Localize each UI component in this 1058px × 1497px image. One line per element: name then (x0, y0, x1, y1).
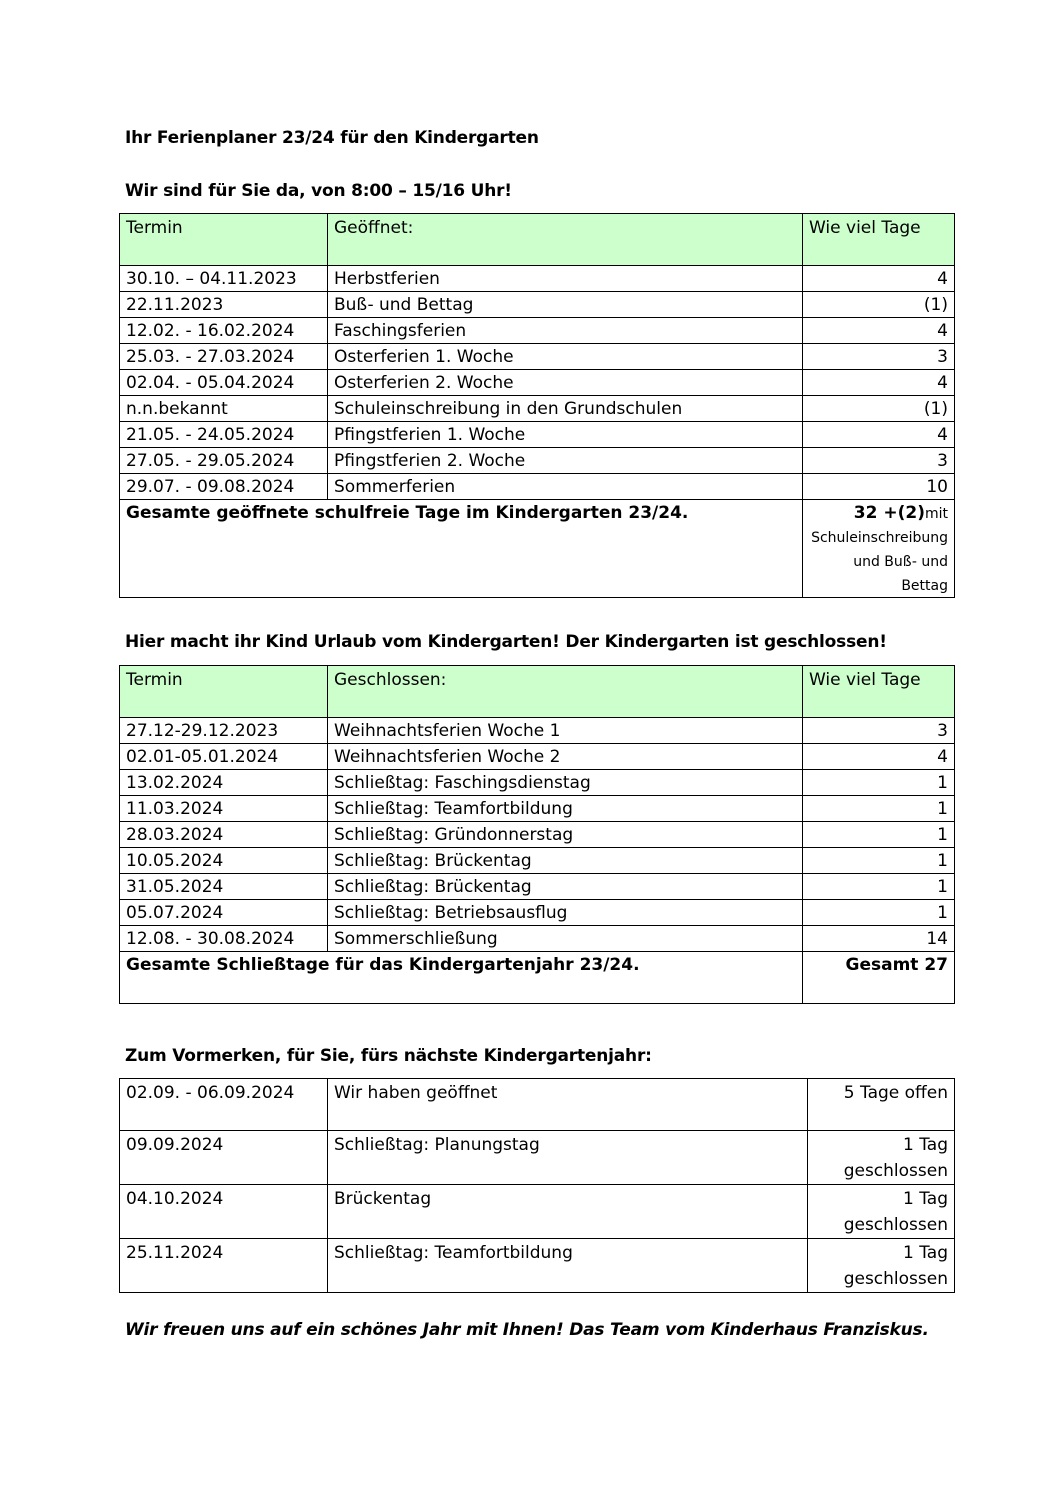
label-cell: Schließtag: Betriebsausflug (328, 900, 803, 926)
tage-cell: 1 (803, 848, 955, 874)
table-row (120, 266, 955, 292)
tage-cell: 3 (803, 718, 955, 744)
label-cell: Buß- und Bettag (328, 292, 803, 318)
tage-cell: 3 (803, 448, 955, 474)
termin-cell: 27.05. - 29.05.2024 (120, 448, 328, 474)
tage-cell: 14 (803, 926, 955, 952)
tage-cell: 4 (803, 744, 955, 770)
tage-cell: 1 (803, 822, 955, 848)
label-cell: Weihnachtsferien Woche 2 (328, 744, 803, 770)
label-cell: Pfingstferien 1. Woche (328, 422, 803, 448)
total-value: Gesamt 27 (803, 952, 955, 1004)
tage-cell: (1) (803, 292, 955, 318)
header-termin: Termin (120, 214, 328, 266)
table-row (120, 926, 955, 952)
termin-cell: 22.11.2023 (120, 292, 328, 318)
termin-cell: 02.04. - 05.04.2024 (120, 370, 328, 396)
table-row (120, 1239, 955, 1293)
termin-cell: 27.12-29.12.2023 (120, 718, 328, 744)
header-tage: Wie viel Tage (803, 666, 955, 718)
table-row (120, 1131, 955, 1185)
label-cell: Sommerferien (328, 474, 803, 500)
label-cell: Schließtag: Teamfortbildung (328, 796, 803, 822)
open-days-table (119, 213, 955, 598)
termin-cell: 25.11.2024 (120, 1239, 328, 1293)
tage-cell: 4 (803, 318, 955, 344)
label-cell: Sommerschließung (328, 926, 803, 952)
table-row (120, 900, 955, 926)
header-geoeffnet: Geöffnet: (328, 214, 803, 266)
table-row (120, 318, 955, 344)
termin-cell: 12.08. - 30.08.2024 (120, 926, 328, 952)
table-row (120, 770, 955, 796)
label-cell: Herbstferien (328, 266, 803, 292)
tage-cell: 5 Tage offen (808, 1079, 955, 1131)
tage-cell: 4 (803, 266, 955, 292)
total-value: 32 +(2) (853, 503, 925, 523)
table-row (120, 422, 955, 448)
termin-cell: 21.05. - 24.05.2024 (120, 422, 328, 448)
tage-cell: 1 (803, 770, 955, 796)
termin-cell: 11.03.2024 (120, 796, 328, 822)
future-dates-table (119, 1078, 955, 1293)
termin-cell: 31.05.2024 (120, 874, 328, 900)
termin-cell: n.n.bekannt (120, 396, 328, 422)
label-cell: Pfingstferien 2. Woche (328, 448, 803, 474)
closed-days-table (119, 665, 955, 1004)
label-cell: Wir haben geöffnet (328, 1079, 808, 1131)
table-row (120, 448, 955, 474)
table-row (120, 370, 955, 396)
tage-cell: 4 (803, 370, 955, 396)
table-row (120, 396, 955, 422)
header-geschlossen: Geschlossen: (328, 666, 803, 718)
tage-cell: 4 (803, 422, 955, 448)
table-row (120, 718, 955, 744)
table-row (120, 292, 955, 318)
table-header-row (120, 666, 955, 718)
termin-cell: 02.09. - 06.09.2024 (120, 1079, 328, 1131)
termin-cell: 28.03.2024 (120, 822, 328, 848)
total-label: Gesamte Schließtage für das Kindergartenjahr 23/24. (120, 952, 803, 1004)
tage-cell: 1 (803, 796, 955, 822)
tage-cell: 1 Tag geschlossen (808, 1185, 955, 1239)
termin-cell: 29.07. - 09.08.2024 (120, 474, 328, 500)
label-cell: Faschingsferien (328, 318, 803, 344)
termin-cell: 02.01-05.01.2024 (120, 744, 328, 770)
total-value-cell (803, 500, 955, 598)
termin-cell: 30.10. – 04.11.2023 (120, 266, 328, 292)
closed-heading: Hier macht ihr Kind Urlaub vom Kindergarten! Der Kindergarten ist geschlossen! (125, 632, 887, 652)
table-row (120, 822, 955, 848)
total-label: Gesamte geöffnete schulfreie Tage im Kindergarten 23/24. (120, 500, 803, 598)
closing-message: Wir freuen uns auf ein schönes Jahr mit Ihnen! Das Team vom Kinderhaus Franziskus. (125, 1320, 929, 1340)
table-row (120, 474, 955, 500)
table-header-row (120, 214, 955, 266)
termin-cell: 04.10.2024 (120, 1185, 328, 1239)
label-cell: Osterferien 1. Woche (328, 344, 803, 370)
tage-cell: 1 Tag geschlossen (808, 1131, 955, 1185)
table-row (120, 874, 955, 900)
termin-cell: 12.02. - 16.02.2024 (120, 318, 328, 344)
tage-cell: 1 Tag geschlossen (808, 1239, 955, 1293)
label-cell: Schließtag: Brückentag (328, 874, 803, 900)
table-row (120, 1079, 955, 1131)
tage-cell: 10 (803, 474, 955, 500)
label-cell: Schuleinschreibung in den Grundschulen (328, 396, 803, 422)
table-row (120, 848, 955, 874)
table-row (120, 1185, 955, 1239)
label-cell: Weihnachtsferien Woche 1 (328, 718, 803, 744)
termin-cell: 10.05.2024 (120, 848, 328, 874)
label-cell: Brückentag (328, 1185, 808, 1239)
future-heading: Zum Vormerken, für Sie, fürs nächste Kindergartenjahr: (125, 1046, 652, 1066)
header-tage: Wie viel Tage (803, 214, 955, 266)
termin-cell: 13.02.2024 (120, 770, 328, 796)
tage-cell: 3 (803, 344, 955, 370)
tage-cell: 1 (803, 874, 955, 900)
total-row (120, 500, 955, 598)
termin-cell: 25.03. - 27.03.2024 (120, 344, 328, 370)
table-row (120, 796, 955, 822)
table-row (120, 344, 955, 370)
termin-cell: 05.07.2024 (120, 900, 328, 926)
tage-cell: (1) (803, 396, 955, 422)
page-title: Ihr Ferienplaner 23/24 für den Kindergarten (125, 128, 539, 148)
header-termin: Termin (120, 666, 328, 718)
opening-hours: Wir sind für Sie da, von 8:00 – 15/16 Uhr! (125, 181, 512, 201)
tage-cell: 1 (803, 900, 955, 926)
label-cell: Schließtag: Gründonnerstag (328, 822, 803, 848)
label-cell: Schließtag: Planungstag (328, 1131, 808, 1185)
total-note: mit Schuleinschreibung und Buß- und Bettag (811, 506, 948, 594)
label-cell: Osterferien 2. Woche (328, 370, 803, 396)
label-cell: Schließtag: Teamfortbildung (328, 1239, 808, 1293)
table-row (120, 744, 955, 770)
termin-cell: 09.09.2024 (120, 1131, 328, 1185)
label-cell: Schließtag: Faschingsdienstag (328, 770, 803, 796)
label-cell: Schließtag: Brückentag (328, 848, 803, 874)
total-row (120, 952, 955, 1004)
